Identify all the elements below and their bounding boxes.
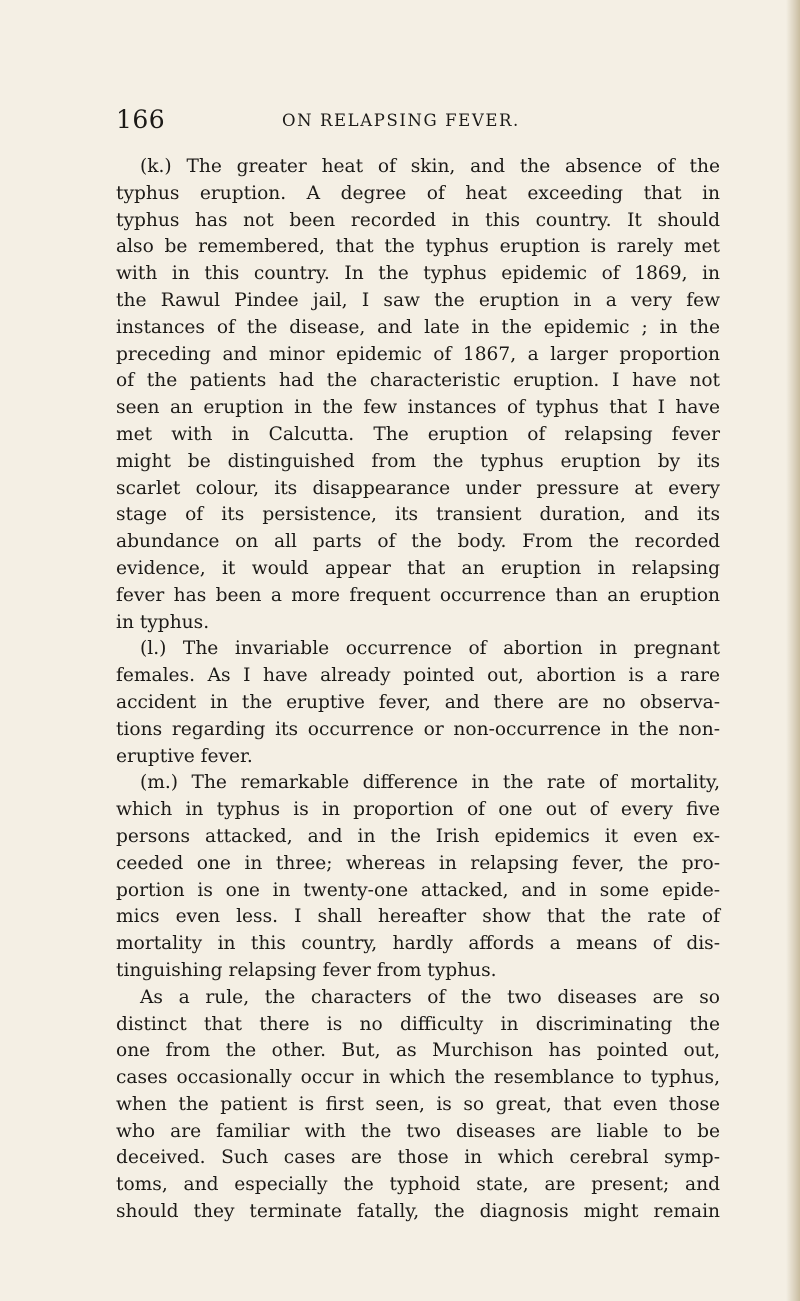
text-line: mortality in this country, hardly affords a means of dis- [116,933,720,955]
text-line: abundance on all parts of the body. From the recorded [116,531,720,553]
text-line: preceding and minor epidemic of 1867, a larger proportion [116,343,720,365]
text-line: eruptive fever. [116,745,253,767]
text-line: mics even less. I shall hereafter show that the rate of [116,906,720,928]
text-line: distinct that there is no difficulty in discriminating the [116,1013,720,1035]
text-line: one from the other. But, as Murchison has pointed out, [116,1040,720,1062]
text-line: seen an eruption in the few instances of typhus that I have [116,397,720,419]
text-line: (k.) The greater heat of skin, and the absence of the [140,156,720,177]
text-line: should they terminate fatally, the diagnosis might remain [116,1201,720,1223]
text-line: also be remembered, that the typhus eruption is rarely met [116,236,720,258]
text-line: which in typhus is in proportion of one out of every five [116,799,720,821]
text-line: in typhus. [116,611,210,633]
text-line: typhus has not been recorded in this country. It should [116,209,720,231]
page-edge-shadow [786,0,800,1301]
text-line: fever has been a more frequent occurrence than an eruption [116,584,720,606]
text-line: when the patient is first seen, is so great, that even those [116,1093,720,1115]
text-line: the Rawul Pindee jail, I saw the eruption in a very few [116,289,720,311]
text-line: scarlet colour, its disappearance under pressure at every [116,477,720,499]
text-line: cases occasionally occur in which the resemblance to typhus, [116,1067,720,1089]
text-line: stage of its persistence, its transient duration, and its [116,504,720,526]
text-line: typhus eruption. A degree of heat exceeding that in [116,182,720,204]
text-line: tinguishing relapsing fever from typhus. [116,959,497,981]
text-line: (m.) The remarkable difference in the rate of mortality, [140,772,720,794]
text-line: instances of the disease, and late in the epidemic ; in the [116,316,720,338]
body-text [116,154,720,1226]
text-line: females. As I have already pointed out, abortion is a rare [116,665,720,687]
text-line: who are familiar with the two diseases are liable to be [116,1120,720,1142]
text-line: As a rule, the characters of the two diseases are so [140,986,720,1008]
text-line: accident in the eruptive fever, and there are no observa- [116,691,720,713]
text-line: of the patients had the characteristic eruption. I have not [116,370,720,392]
text-line: met with in Calcutta. The eruption of relapsing fever [116,423,720,445]
text-line: deceived. Such cases are those in which cerebral symp- [116,1147,720,1169]
text-line: evidence, it would appear that an eruption in relapsing [116,557,720,579]
text-line: tions regarding its occurrence or non-occurrence in the non- [116,718,720,740]
text-line: (l.) The invariable occurrence of abortion in pregnant [140,638,720,660]
text-line: ceeded one in three; whereas in relapsing fever, the pro- [116,852,720,874]
text-line: portion is one in twenty-one attacked, and in some epide- [116,879,720,901]
text-line: persons attacked, and in the Irish epidemics it even ex- [116,825,720,847]
text-line: toms, and especially the typhoid state, are present; and [116,1174,720,1196]
text-line: might be distinguished from the typhus eruption by its [116,450,720,472]
text-line: with in this country. In the typhus epidemic of 1869, in [116,263,720,285]
running-title: ON RELAPSING FEVER. [282,111,520,130]
running-head [0,100,800,140]
page-number: 166 [116,105,166,134]
